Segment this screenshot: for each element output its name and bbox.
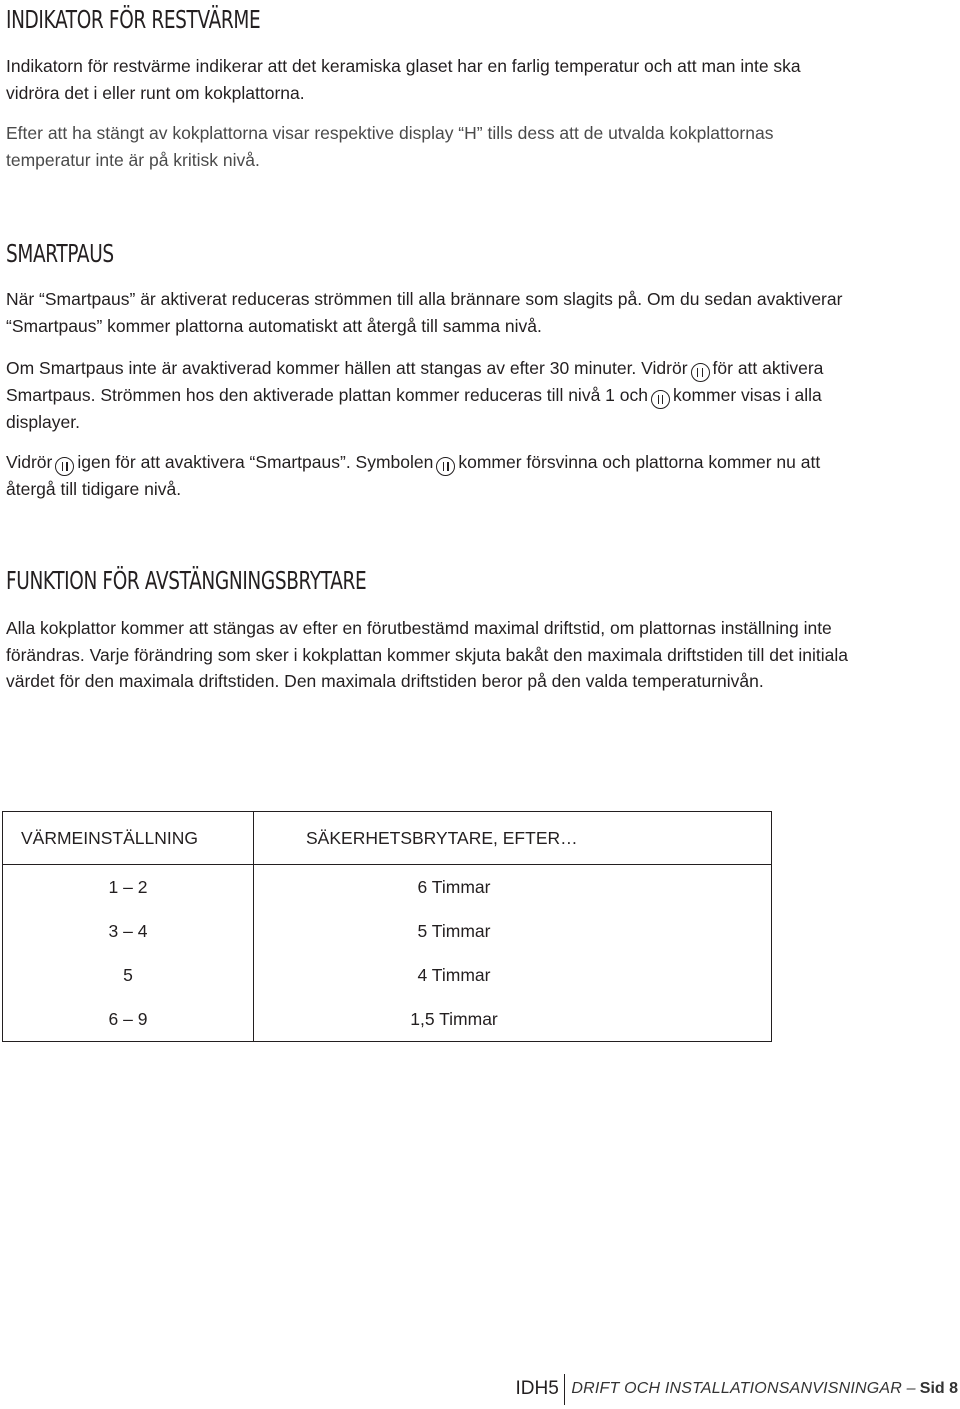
footer-document-title: DRIFT OCH INSTALLATIONSANVISNINGAR – bbox=[571, 1380, 916, 1397]
cell-heat-setting: 5 bbox=[3, 953, 254, 997]
text-segment: kommer visas i alla displayer. bbox=[6, 385, 822, 432]
smartpause-symbol-icon bbox=[436, 457, 455, 476]
paragraph-smartpaus-2 bbox=[6, 355, 854, 436]
cell-shutoff-time: 5 Timmar bbox=[417, 920, 491, 941]
cell-wrapper bbox=[254, 997, 772, 1042]
cell-heat-setting: 6 – 9 bbox=[3, 997, 254, 1042]
paragraph-residual-heat-1: Indikatorn för restvärme indikerar att det keramiska glaset har en farlig temperatur och att man inte ska vidröra det i eller runt om kokplattorna. bbox=[6, 56, 801, 103]
footer-model: IDH5 bbox=[515, 1378, 559, 1399]
table-row bbox=[3, 953, 772, 997]
page-footer bbox=[516, 1376, 958, 1402]
heading-residual-heat: INDIKATOR FÖR RESTVÄRME bbox=[6, 5, 261, 34]
cell-wrapper bbox=[254, 953, 772, 997]
cell-wrapper bbox=[254, 865, 772, 910]
cell-shutoff-time: 1,5 Timmar bbox=[410, 1008, 498, 1029]
paragraph-shutoff: Alla kokplattor kommer att stängas av efter en förutbestämd maximal driftstid, om plattornas inställning inte förändras. Varje förändring som sker i kokplattan kommer skjuta bakåt den maximala driftstiden till det initiala värdet för den maximala driftstiden. Den maximala driftstiden beror på den valda temperaturnivån. bbox=[6, 618, 848, 691]
smartpause-symbol-icon bbox=[651, 390, 670, 409]
paragraph-smartpaus-3 bbox=[6, 449, 854, 503]
table-row bbox=[3, 865, 772, 910]
cell-heat-setting: 3 – 4 bbox=[3, 909, 254, 953]
footer-divider bbox=[564, 1374, 566, 1405]
footer-page-number: Sid 8 bbox=[919, 1380, 958, 1397]
text-segment: Om Smartpaus inte är avaktiverad kommer hällen att stangas av efter 30 minuter. Vidrör bbox=[6, 358, 688, 378]
cell-shutoff-time: 6 Timmar bbox=[417, 876, 491, 897]
heading-smartpaus: SMARTPAUS bbox=[6, 239, 114, 268]
cell-heat-setting: 1 – 2 bbox=[3, 865, 254, 910]
paragraph-smartpaus-1: När “Smartpaus” är aktiverat reduceras strömmen till alla brännare som slagits på. Om du sedan avaktiverar “Smartpaus” kommer plattorna automatiskt att återgå till samma nivå. bbox=[6, 289, 843, 336]
column-header-safety-switch: SÄKERHETSBRYTARE, EFTER… bbox=[254, 812, 772, 865]
table-header-row bbox=[3, 812, 772, 865]
smartpause-symbol-icon bbox=[691, 363, 710, 382]
safety-switch-table bbox=[2, 811, 772, 1042]
table-row bbox=[3, 997, 772, 1042]
smartpause-symbol-icon bbox=[55, 457, 74, 476]
column-header-heat-setting: VÄRMEINSTÄLLNING bbox=[3, 812, 254, 865]
table-row bbox=[3, 909, 772, 953]
text-segment: Vidrör bbox=[6, 452, 53, 472]
cell-wrapper bbox=[254, 909, 772, 953]
heading-shutoff-function: FUNKTION FÖR AVSTÄNGNINGSBRYTARE bbox=[6, 566, 367, 595]
text-segment: igen för att avaktivera “Smartpaus”. Symbolen bbox=[77, 452, 434, 472]
text-segment: för att aktivera Smartpaus. Strömmen hos den aktiverade plattan kommer reduceras till nivå 1 och bbox=[6, 358, 824, 405]
paragraph-residual-heat-2: Efter att ha stängt av kokplattorna visar respektive display “H” tills dess att de utvalda kokplattornas temperatur inte är på kritisk nivå. bbox=[6, 123, 774, 170]
cell-shutoff-time: 4 Timmar bbox=[417, 964, 491, 985]
text-segment: kommer försvinna och plattorna kommer nu att återgå till tidigare nivå. bbox=[6, 452, 821, 499]
